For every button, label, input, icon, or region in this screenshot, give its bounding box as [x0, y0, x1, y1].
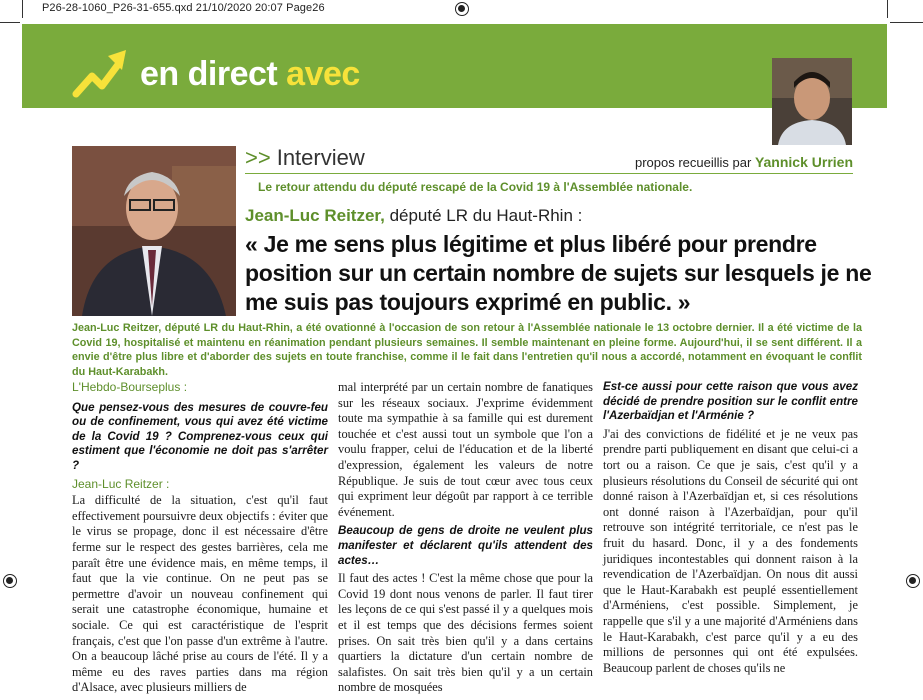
- rising-arrow-icon: [70, 46, 130, 102]
- speaker-name: Jean-Luc Reitzer,: [245, 206, 385, 225]
- banner-title-white: en direct: [140, 55, 278, 93]
- chevron-icon: >>: [245, 145, 271, 170]
- crop-mark: [890, 22, 923, 23]
- crop-mark: [887, 0, 888, 18]
- article-column-3: [603, 380, 858, 680]
- banner-title-yellow: avec: [286, 55, 360, 93]
- answerer-label: Jean-Luc Reitzer :: [72, 476, 170, 491]
- registration-mark-icon: [455, 2, 469, 16]
- byline: [635, 154, 853, 170]
- banner-title: [140, 55, 360, 94]
- question: Que pensez-vous des mesures de couvre-feu ou de confinement, vous qui avez été victime de la Covid 19 ? Comprenez-vous ceux qui estiment que l'économie ne doit pas s'arrêter ?: [72, 400, 328, 472]
- speaker-line: [245, 206, 582, 226]
- registration-mark-icon: [3, 574, 17, 588]
- headline-quote: « Je me sens plus légitime et plus libéré pour prendre position sur un certain nombre de sujets sur lesquels je ne me suis pas toujours exprimé en public. »: [245, 231, 872, 315]
- article-column-1: [72, 380, 328, 700]
- answer-text: mal interprété par un certain nombre de fanatiques sur les réseaux sociaux. J'exprime évidemment toute ma sympathie à sa famille qui est durement touchée et c'est aussi tout un symbole que l'on a voulu frapper, celui de l'éducation et de la liberté d'expression, également les valeurs de notre République. Je suis de tout cœur avec tous ceux qui expriment leur dégoût par rapport à ce terrible événement.: [338, 380, 593, 519]
- question: Beaucoup de gens de droite ne veulent plus manifester et déclarent qu'ils attendent des actes…: [338, 524, 593, 567]
- byline-author: Yannick Urrien: [754, 154, 853, 170]
- crop-mark: [0, 22, 20, 23]
- speaker-role: député LR du Haut-Rhin :: [389, 206, 583, 225]
- answer-text: J'ai des convictions de fidélité et je ne veux pas prendre parti publiquement en disant que celui-ci a tort ou a raison. Ce que je sais, c'est qu'il y a plusieurs résolutions du Conseil de sécurité qui ont donné raison à l'Azerbaïdjan et, si ces résolutions ont donné raison à l'Azerbaïdjan, pour qu'il retrouve son intégrité territoriale, ce n'est pas le fruit du hasard. Donc, il y a des fondements juridiques incontestables qui donnent raison à la revendication de l'Azerbaïdjan. On nous dit aussi que le Haut-Karabakh est peuplé essentiellement d'Arméniens, c'est possible. Simplement, je rappelle que s'il y a une majorité d'Arméniens dans le Haut-Karabakh, c'est parce qu'il y a eu des millions de personnes qui ont été expulsées. Beaucoup parlent de choses qu'ils ne: [603, 426, 858, 675]
- answer-text: La difficulté de la situation, c'est qu'il faut effectivement poursuivre deux objectifs : éviter que le virus se propage, donc il est nécessaire d'être ferme sur le respect des gestes barrières, cela me paraît être une évidence mais, en même temps, il faut que la vie continue. On ne peut pas se permettre d'avoir un nouveau confinement qui serait une catastrophe économique, humaine et sociale. Ce qui est caractéristique de l'esprit français, c'est que l'on passe d'un extrême à l'autre. On a beaucoup lâché prise au cours de l'été. Il y a même eu des raves parties dans ma région d'Alsace, avec plusieurs milliers de: [72, 493, 328, 695]
- print-slug: P26-28-1060_P26-31-655.qxd 21/10/2020 20:07 Page26: [42, 2, 325, 14]
- article-column-2: [338, 380, 593, 700]
- lead-paragraph: Jean-Luc Reitzer, député LR du Haut-Rhin, a été ovationné à l'occasion de son retour à l'Assemblée nationale le 13 octobre dernier. Il a été victime de la Covid 19, hospitalisé et maintenu en réanimation pendant plusieurs semaines. Il semble maintenant en pleine forme. Aujourd'hui, il se sent différent. Il a envie d'être plus libre et d'aborder des sujets en toute franchise, comme il le fait dans l'entretien qu'il nous a accordé, notamment en évoquant le conflit du Haut-Karabakh.: [72, 322, 862, 378]
- section-label-text: Interview: [276, 145, 365, 170]
- crop-mark: [22, 0, 23, 18]
- divider: [245, 173, 853, 174]
- interviewer-label: L'Hebdo-Bourseplus :: [72, 380, 188, 394]
- subheadline: Le retour attendu du député rescapé de la Covid 19 à l'Assemblée nationale.: [258, 180, 693, 194]
- question: Est-ce aussi pour cette raison que vous avez décidé de prendre position sur le conflit entre l'Azerbaïdjan et l'Arménie ?: [603, 380, 858, 423]
- interviewee-photo: [72, 146, 236, 316]
- section-label: [245, 145, 365, 171]
- byline-prefix: propos recueillis par: [634, 155, 752, 170]
- answer-text: Il faut des actes ! C'est la même chose que pour la Covid 19 dont nous venons de parler. Il faut tirer les leçons de ce qui s'est passé il y a quelques mois et il est temps que des décisions fermes soient prises. On sait très bien qu'il y a dans certains quartiers la dictature d'un certain nombre de salafistes. On sait très bien qu'il y a un certain nombre de mosquées: [338, 571, 593, 695]
- interviewer-photo: [772, 58, 852, 145]
- registration-mark-icon: [906, 574, 920, 588]
